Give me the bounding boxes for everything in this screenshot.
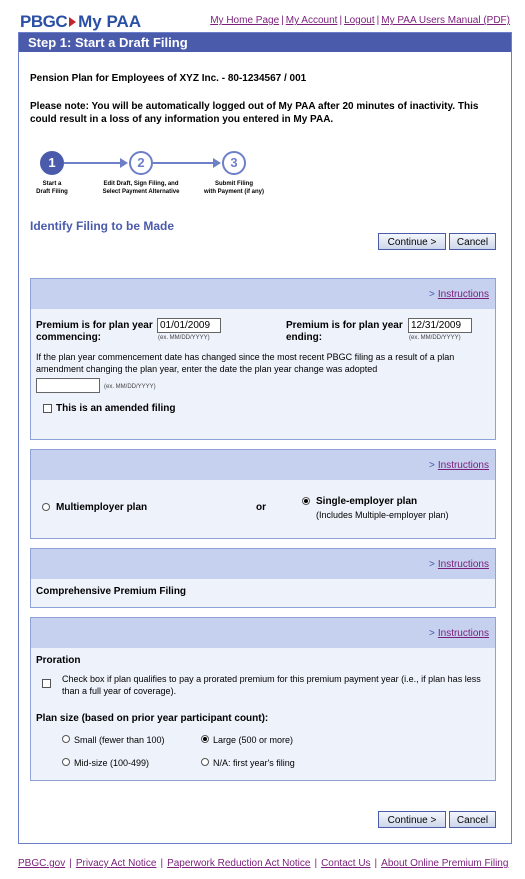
step-3-circle: 3 <box>222 151 246 175</box>
or-label: or <box>256 502 266 513</box>
single-employer-sublabel: (Includes Multiple-employer plan) <box>316 510 449 520</box>
pbgc-gov-link[interactable]: PBGC.gov <box>18 858 66 869</box>
instructions-link-container <box>429 559 489 570</box>
logo-arrow-icon <box>69 17 76 27</box>
multiemployer-radio[interactable] <box>42 503 50 511</box>
proration-title: Proration <box>36 655 81 666</box>
arrow-right-icon <box>213 158 221 168</box>
ending-label-line2: ending: <box>286 332 323 343</box>
instructions-link[interactable]: Instructions <box>437 628 489 639</box>
separator: | <box>281 15 284 26</box>
separator: | <box>314 858 318 869</box>
pbgc-logo[interactable] <box>20 12 141 32</box>
instructions-link[interactable]: Instructions <box>437 289 489 300</box>
step-1-label-line2: Draft Filing <box>36 189 68 195</box>
ending-label <box>286 320 403 344</box>
large-label: Large (500 or more) <box>213 735 294 745</box>
page-header <box>20 10 510 34</box>
na-label: N/A: first year's filing <box>213 758 295 768</box>
step-3-label-line2: with Payment (if any) <box>203 189 264 195</box>
panel-header <box>31 618 495 648</box>
continue-button[interactable]: Continue > <box>378 811 446 828</box>
cancel-button[interactable]: Cancel <box>449 233 496 250</box>
section-title: Identify Filing to be Made <box>30 219 174 233</box>
my-account-link[interactable]: My Account <box>285 15 338 26</box>
inactivity-note: Please note: You will be automatically logged out of My PAA after 20 minutes of inactivity. This could result in a loss of any information you entered in My PAA. <box>30 101 479 125</box>
amended-filing-label: This is an amended filing <box>56 403 176 414</box>
amended-filing-checkbox[interactable] <box>43 404 52 413</box>
small-radio[interactable] <box>62 735 70 743</box>
plan-name: Pension Plan for Employees of XYZ Inc. - 80-1234567 / 001 <box>30 73 307 84</box>
plan-type-panel <box>30 449 496 539</box>
chevron-right-icon: > <box>429 559 435 570</box>
top-button-group <box>378 233 496 250</box>
mid-size-radio[interactable] <box>62 758 70 766</box>
plan-size-title: Plan size (based on prior year participant count): <box>36 713 269 724</box>
single-employer-label: Single-employer plan <box>316 496 418 507</box>
panel-header <box>31 279 495 309</box>
step-1-label <box>28 180 76 196</box>
large-radio[interactable] <box>201 735 209 743</box>
step-3-label <box>196 180 272 196</box>
plan-year-change-text: If the plan year commencement date has changed since the most recent PBGC filing as a result of a plan amendment changing the plan year, enter the date the plan year change was adopted <box>36 352 455 374</box>
small-label: Small (fewer than 100) <box>74 735 165 745</box>
instructions-link-container <box>429 628 489 639</box>
instructions-link-container <box>429 289 489 300</box>
chevron-right-icon: > <box>429 460 435 471</box>
instructions-link-container <box>429 460 489 471</box>
step-2-circle: 2 <box>129 151 153 175</box>
page-title: Step 1: Start a Draft Filing <box>19 33 511 52</box>
contact-us-link[interactable]: Contact Us <box>321 858 371 869</box>
proration-text: Check box if plan qualifies to pay a prorated premium for this premium payment year (i.e., if plan has less than a full year of coverage). <box>62 674 481 696</box>
panel-header <box>31 450 495 480</box>
bottom-button-group <box>378 811 496 828</box>
cancel-button[interactable]: Cancel <box>449 811 496 828</box>
about-online-filing-link[interactable]: About Online Premium Filing <box>381 858 509 869</box>
instructions-link[interactable]: Instructions <box>437 559 489 570</box>
commencing-label <box>36 320 153 344</box>
step-connector <box>64 162 122 164</box>
commencing-label-line1: Premium is for plan year <box>36 320 153 331</box>
logo-mypaa-text: My PAA <box>78 12 142 31</box>
my-home-page-link[interactable]: My Home Page <box>210 15 280 26</box>
arrow-right-icon <box>120 158 128 168</box>
chevron-right-icon: > <box>429 628 435 639</box>
commencing-date-hint: (ex. MM/DD/YYYY) <box>158 335 210 341</box>
top-links <box>210 15 510 26</box>
step-2-label <box>96 180 186 196</box>
instructions-link[interactable]: Instructions <box>437 460 489 471</box>
plan-year-panel <box>30 278 496 440</box>
commencing-label-line2: commencing: <box>36 332 102 343</box>
multiemployer-label: Multiemployer plan <box>56 502 148 513</box>
filing-type-label: Comprehensive Premium Filing <box>36 586 187 597</box>
na-radio[interactable] <box>201 758 209 766</box>
plan-year-change-date-input[interactable] <box>36 378 100 393</box>
separator: | <box>339 15 343 26</box>
main-frame <box>18 32 512 844</box>
ending-label-line1: Premium is for plan year <box>286 320 403 331</box>
users-manual-link[interactable]: My PAA Users Manual (PDF) <box>381 15 510 26</box>
commencing-date-input[interactable] <box>157 318 221 333</box>
continue-button[interactable]: Continue > <box>378 233 446 250</box>
proration-panel <box>30 617 496 781</box>
mid-size-label: Mid-size (100-499) <box>74 758 150 768</box>
footer-links <box>18 858 508 869</box>
step-connector <box>153 162 215 164</box>
ending-date-hint: (ex. MM/DD/YYYY) <box>409 335 461 341</box>
chevron-right-icon: > <box>429 289 435 300</box>
filing-type-panel <box>30 548 496 608</box>
single-employer-radio[interactable] <box>302 497 310 505</box>
ending-date-input[interactable] <box>408 318 472 333</box>
step-2-label-line1: Edit Draft, Sign Filing, and <box>103 181 179 187</box>
privacy-act-link[interactable]: Privacy Act Notice <box>75 858 157 869</box>
step-2-label-line2: Select Payment Alternative <box>102 189 180 195</box>
panel-header <box>31 549 495 579</box>
separator: | <box>69 858 72 869</box>
logo-pbgc-text: PBGC <box>20 12 68 31</box>
proration-checkbox[interactable] <box>42 679 51 688</box>
step-1-label-line1: Start a <box>42 181 62 187</box>
separator: | <box>376 15 380 26</box>
logout-link[interactable]: Logout <box>344 15 375 26</box>
step-1-circle: 1 <box>40 151 64 175</box>
separator: | <box>160 858 164 869</box>
progress-steps <box>30 151 280 203</box>
change-date-hint: (ex. MM/DD/YYYY) <box>104 384 156 390</box>
paperwork-reduction-link[interactable]: Paperwork Reduction Act Notice <box>167 858 311 869</box>
step-3-label-line1: Submit Filing <box>215 181 253 187</box>
separator: | <box>374 858 378 869</box>
